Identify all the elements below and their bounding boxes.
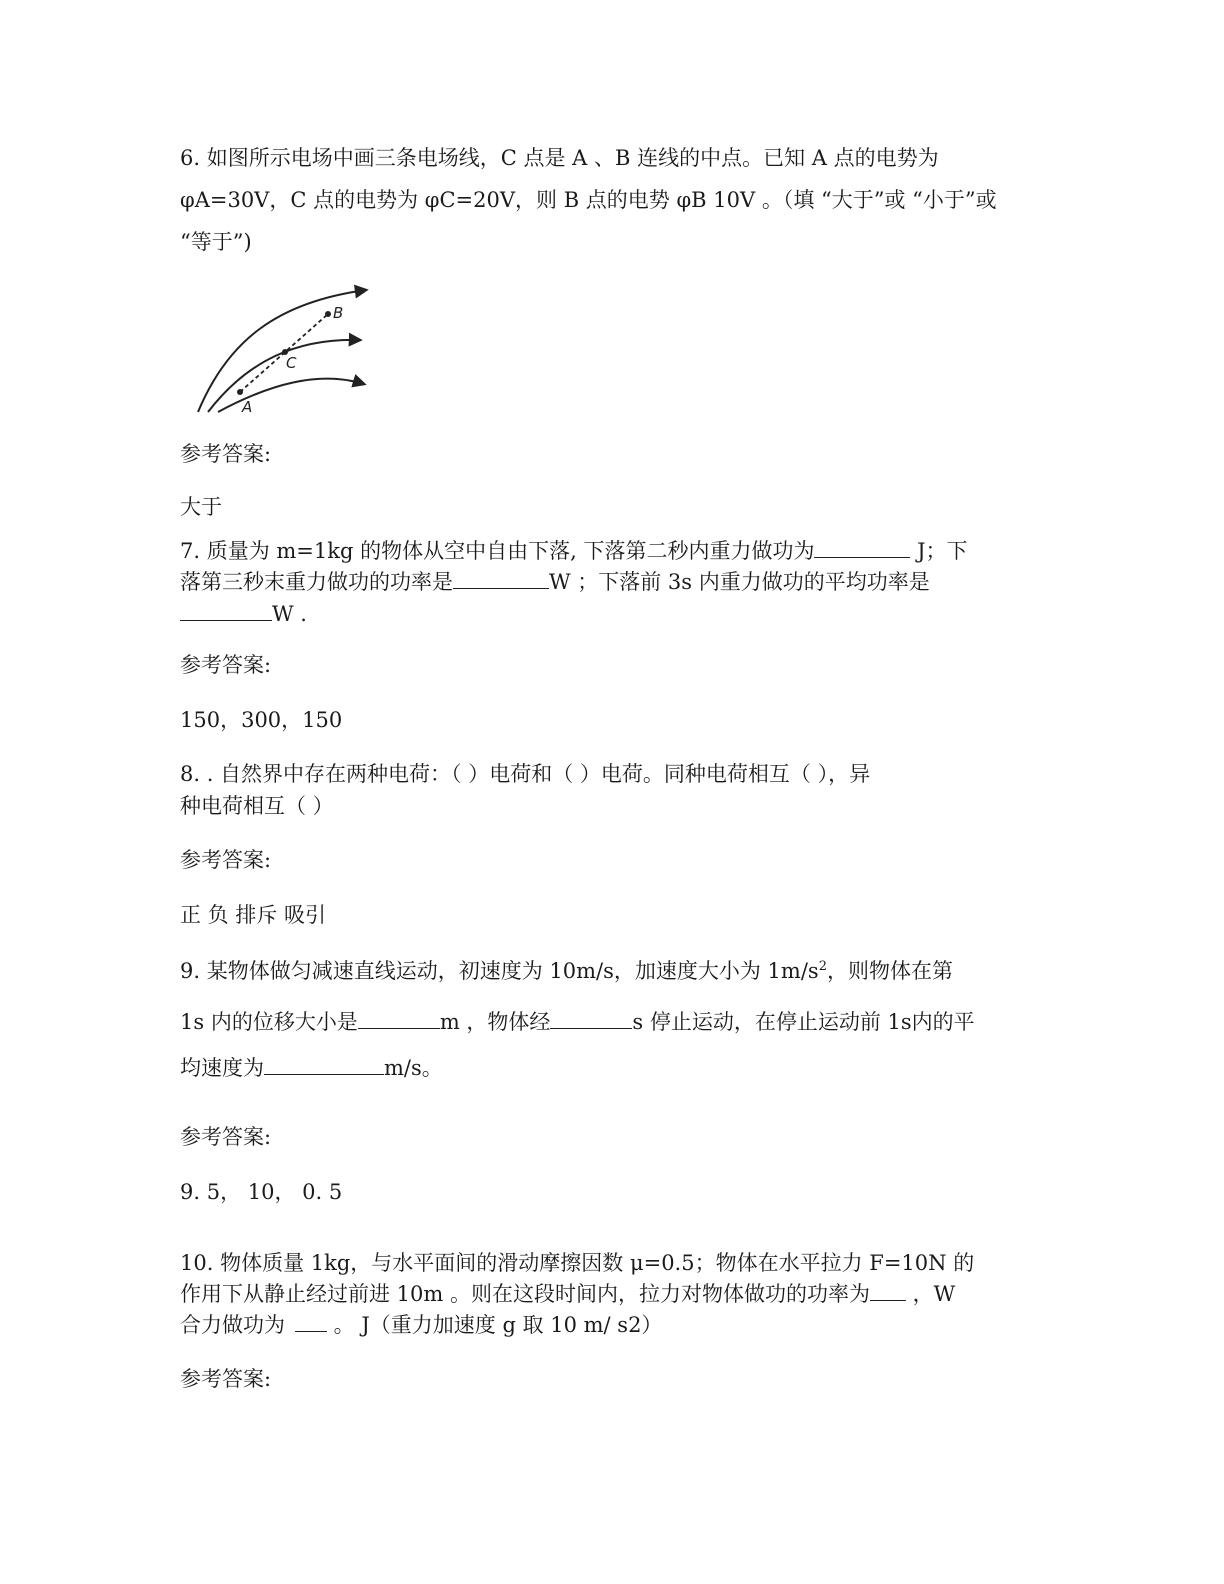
q7-line2-part-a: 落第三秒末重力做功的功率是 xyxy=(180,570,453,594)
q6-answer-label: 参考答案: xyxy=(180,442,272,466)
point-a xyxy=(237,389,243,395)
q10-line2-part-a: 作用下从静止经过前进 10m 。则在这段时间内，拉力对物体做功的功率为 xyxy=(180,1282,870,1306)
field-line-bottom xyxy=(218,379,364,412)
q10-line2-part-b: ，W xyxy=(905,1282,956,1306)
q7-answer-label: 参考答案: xyxy=(180,653,272,677)
q10-blank-1 xyxy=(870,1282,906,1301)
q7-blank-2 xyxy=(453,570,549,589)
q9-blank-2 xyxy=(550,1010,632,1029)
q10-line3-part-a: 合力做功为 xyxy=(180,1313,285,1337)
q7-text-line-1 xyxy=(180,538,968,564)
q9-text-line-1 xyxy=(180,958,953,984)
q9-line1-part-a: 9. 某物体做匀减速直线运动，初速度为 10m/s，加速度大小为 1m/s xyxy=(180,959,819,983)
q8-text-line-1: 8. . 自然界中存在两种电荷：（ ）电荷和（ ）电荷。同种电荷相互（ ），异 xyxy=(180,762,871,786)
q9-line2-part-b: m ，物体经 xyxy=(439,1010,551,1034)
q10-line3-part-b: 。 J（重力加速度 g 取 10 m/ s2） xyxy=(327,1313,663,1337)
q10-text-line-1: 10. 物体质量 1kg，与水平面间的滑动摩擦因数 μ=0.5；物体在水平拉力 F=10N 的 xyxy=(180,1251,975,1275)
q6-text-line-2: φA=30V，C 点的电势为 φC=20V，则 B 点的电势 φB 10V 。（填 “大于”或 “小于”或 xyxy=(180,188,997,212)
q10-blank-2 xyxy=(295,1313,327,1332)
q8-answer: 正 负 排斥 吸引 xyxy=(180,903,327,927)
q7-blank-1 xyxy=(814,539,910,558)
q9-text-line-2 xyxy=(180,1009,975,1035)
q9-answer-label: 参考答案: xyxy=(180,1125,272,1149)
q7-text-line-2 xyxy=(180,569,930,595)
label-a: A xyxy=(242,398,253,416)
q9-answer: 9. 5， 10， 0. 5 xyxy=(180,1180,343,1204)
q7-line2-part-b: W ；下落前 3s 内重力做功的平均功率是 xyxy=(549,570,930,594)
q8-text-line-2: 种电荷相互（ ） xyxy=(180,794,334,818)
q9-blank-3 xyxy=(264,1056,384,1075)
q7-line1-part-a: 7. 质量为 m=1kg 的物体从空中自由下落, 下落第二秒内重力做功为 xyxy=(180,539,815,563)
q7-text-line-3 xyxy=(180,601,307,627)
q7-blank-3 xyxy=(180,602,272,621)
q10-answer-label: 参考答案: xyxy=(180,1367,272,1391)
q8-answer-label: 参考答案: xyxy=(180,848,272,872)
q7-answer: 150，300，150 xyxy=(180,708,343,732)
q7-line3-part-b: W . xyxy=(272,602,307,626)
q6-answer: 大于 xyxy=(180,495,222,519)
q6-text-line-3: “等于”) xyxy=(180,230,252,254)
q10-text-line-3 xyxy=(180,1312,662,1338)
q9-line2-part-c: s 停止运动，在停止运动前 1s内的平 xyxy=(632,1010,975,1034)
q9-line3-part-a: 均速度为 xyxy=(180,1056,264,1080)
point-b xyxy=(325,311,331,317)
q10-text-line-2 xyxy=(180,1281,955,1307)
q9-line1-part-b: ，则物体在第 xyxy=(826,959,953,983)
electric-field-lines-figure xyxy=(188,280,378,420)
q6-text-line-1: 6. 如图所示电场中画三条电场线，C 点是 A 、B 连线的中点。已知 A 点的电势为 xyxy=(180,146,939,170)
q9-text-line-3 xyxy=(180,1055,443,1081)
q7-line1-part-b: J；下 xyxy=(910,539,968,563)
q9-line3-part-b: m/s。 xyxy=(384,1056,443,1080)
q9-blank-1 xyxy=(358,1010,440,1029)
label-c: C xyxy=(286,354,297,372)
label-b: B xyxy=(333,304,344,322)
q9-superscript: 2 xyxy=(818,959,827,974)
q9-line2-part-a: 1s 内的位移大小是 xyxy=(180,1010,358,1034)
